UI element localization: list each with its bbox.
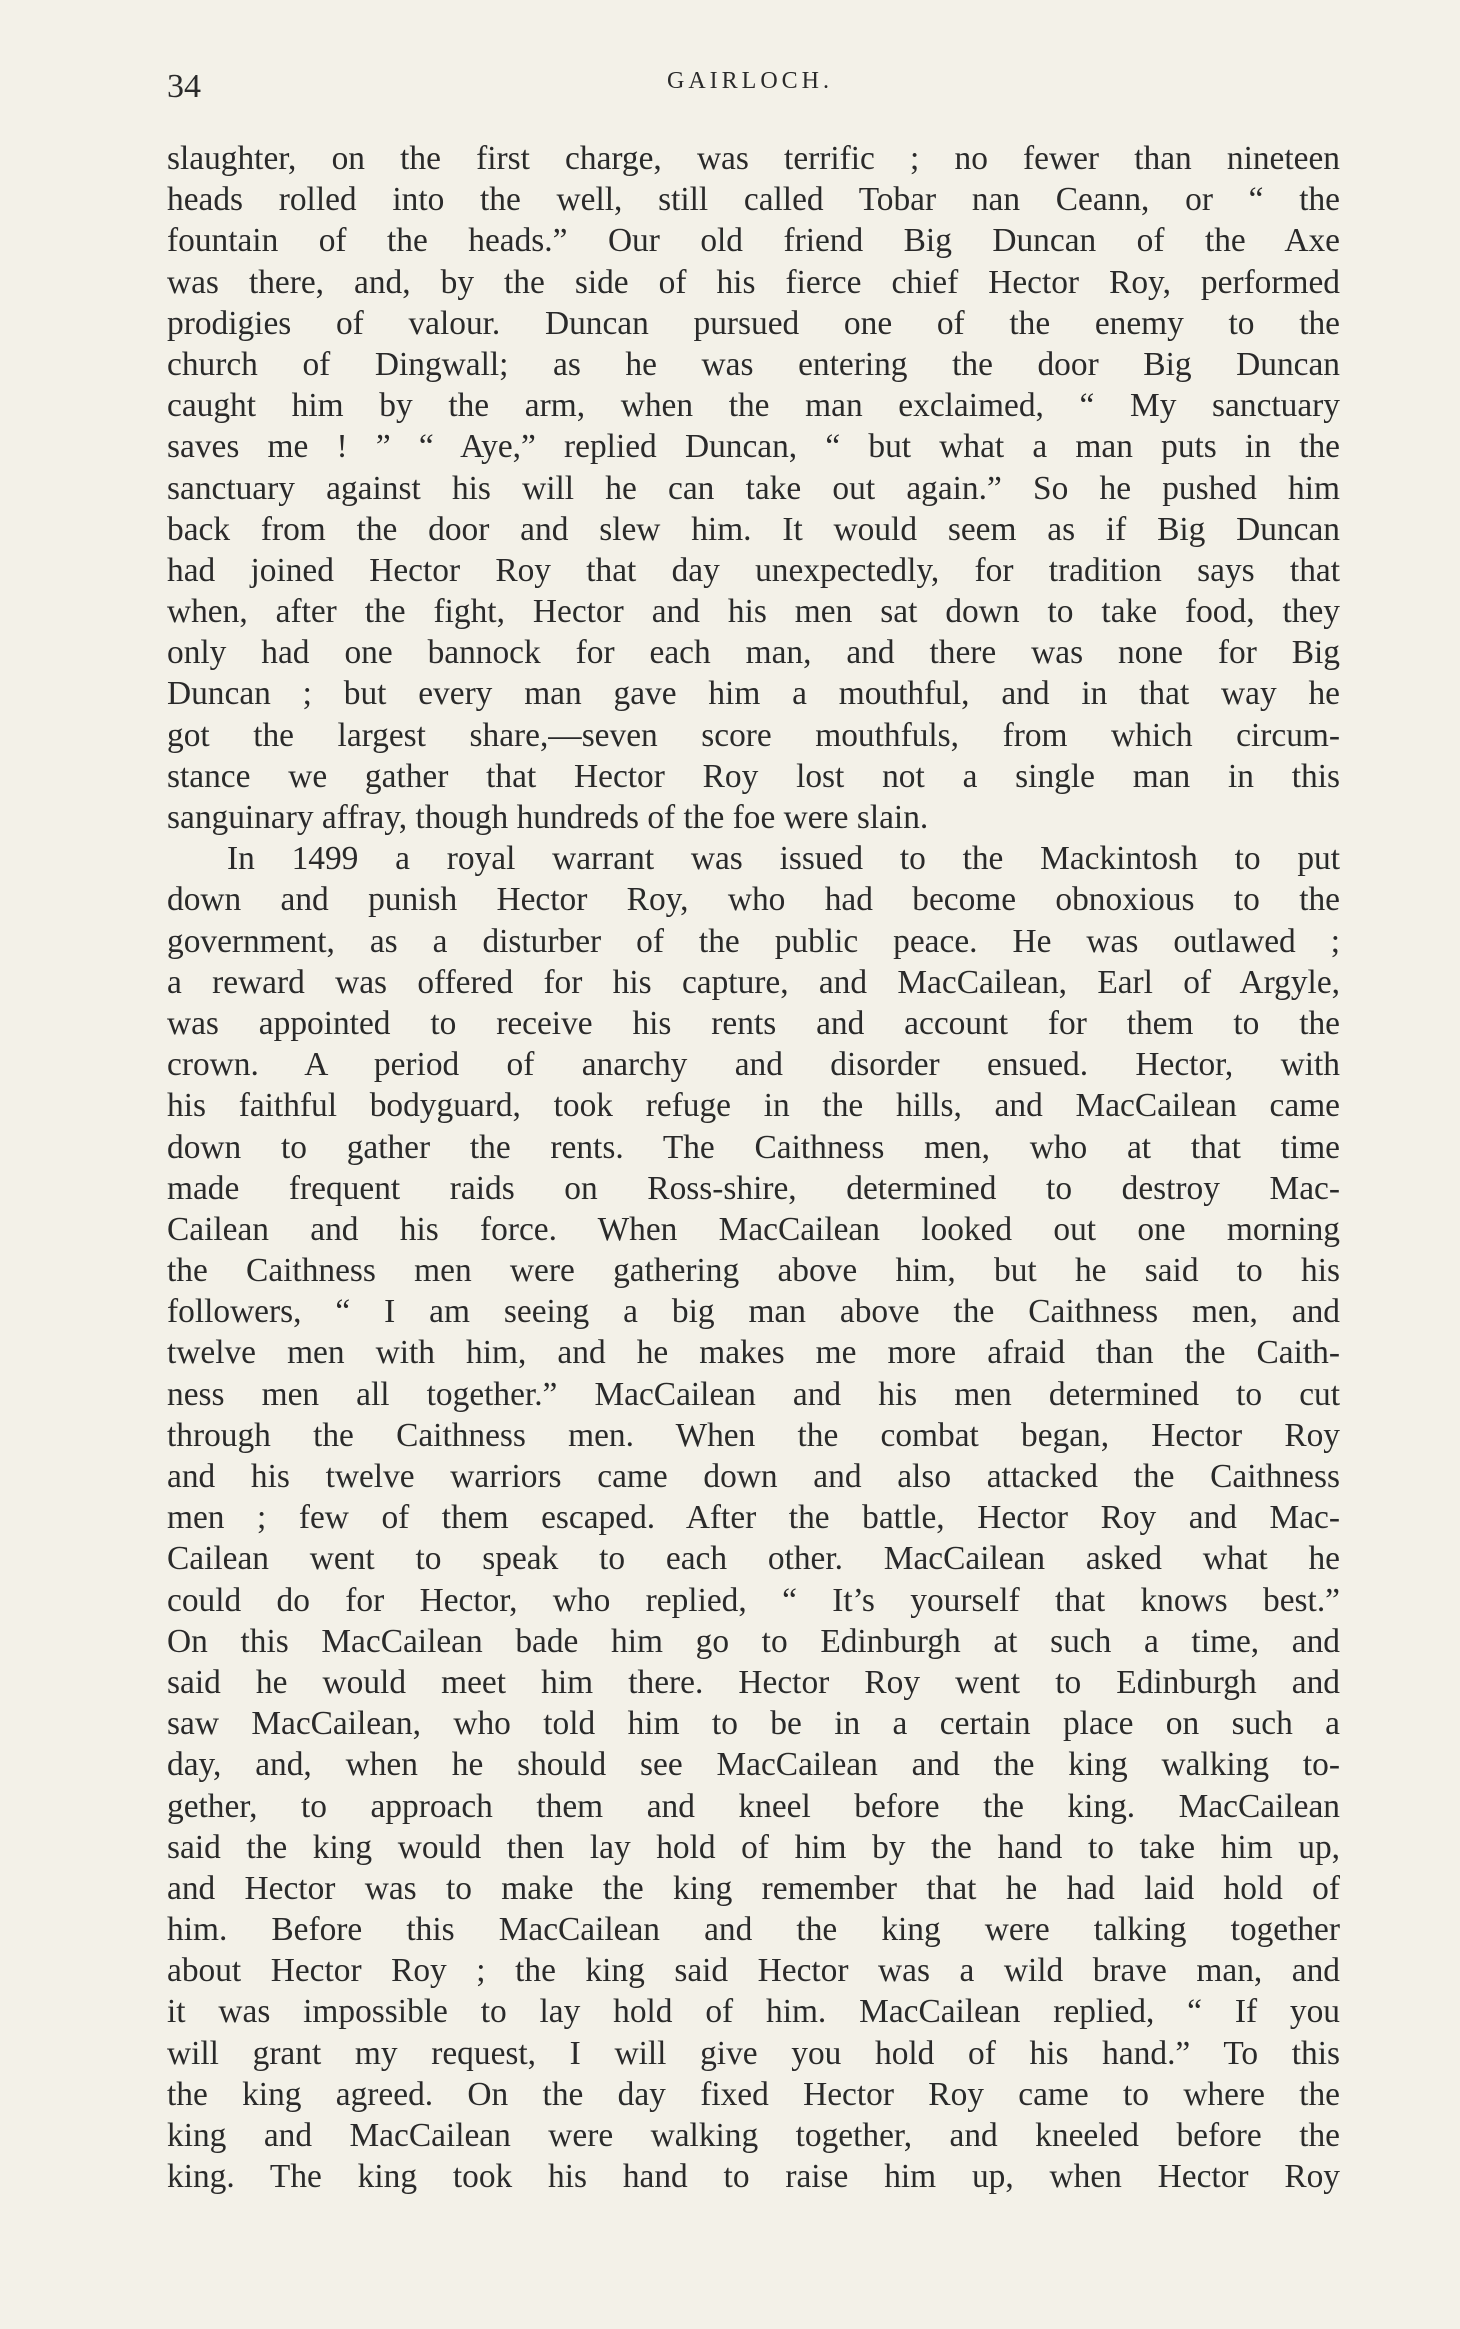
text-line: made frequent raids on Ross-shire, determined to destroy Mac- [167, 1169, 1340, 1207]
text-line: king. The king took his hand to raise him up, when Hector Roy [167, 2158, 1340, 2196]
text-line: said he would meet him there. Hector Roy went to Edinburgh and [167, 1663, 1340, 1701]
text-line: Cailean and his force. When MacCailean looked out one morning [167, 1210, 1340, 1248]
text-line: followers, “ I am seeing a big man above the Caithness men, and [167, 1293, 1340, 1331]
text-line: down and punish Hector Roy, who had become obnoxious to the [167, 881, 1340, 919]
text-line: On this MacCailean bade him go to Edinburgh at such a time, and [167, 1622, 1340, 1660]
text-line: when, after the fight, Hector and his men sat down to take food, they [167, 593, 1340, 631]
running-head [167, 62, 1340, 112]
text-line: church of Dingwall; as he was entering the door Big Duncan [167, 345, 1340, 383]
text-line: fountain of the heads.” Our old friend Big Duncan of the Axe [167, 222, 1340, 260]
text-line: caught him by the arm, when the man exclaimed, “ My sanctuary [167, 387, 1340, 425]
text-line: gether, to approach them and kneel before the king. MacCailean [167, 1787, 1340, 1825]
text-line: sanctuary against his will he can take out again.” So he pushed him [167, 469, 1340, 507]
text-line: his faithful bodyguard, took refuge in the hills, and MacCailean came [167, 1087, 1340, 1125]
text-line: heads rolled into the well, still called Tobar nan Ceann, or “ the [167, 181, 1340, 219]
text-line: day, and, when he should see MacCailean and the king walking to- [167, 1746, 1340, 1784]
text-line: him. Before this MacCailean and the king were talking together [167, 1911, 1340, 1949]
text-line: only had one bannock for each man, and there was none for Big [167, 634, 1340, 672]
text-line: prodigies of valour. Duncan pursued one of the enemy to the [167, 304, 1340, 342]
paragraph-last-line: sanguinary affray, though hundreds of the foe were slain. [167, 799, 929, 836]
text-line: had joined Hector Roy that day unexpectedly, for tradition says that [167, 551, 1340, 589]
text-line: ness men all together.” MacCailean and his men determined to cut [167, 1375, 1340, 1413]
text-line: was there, and, by the side of his fierce chief Hector Roy, performed [167, 263, 1340, 301]
text-line: king and MacCailean were walking together, and kneeled before the [167, 2117, 1340, 2154]
text-line: back from the door and slew him. It would seem as if Big Duncan [167, 510, 1340, 548]
running-title: GAIRLOCH. [667, 68, 833, 94]
text-line: government, as a disturber of the public peace. He was outlawed ; [167, 922, 1340, 960]
text-line: was appointed to receive his rents and account for them to the [167, 1004, 1340, 1042]
text-line: Duncan ; but every man gave him a mouthful, and in that way he [167, 675, 1340, 713]
text-line: about Hector Roy ; the king said Hector was a wild brave man, and [167, 1952, 1340, 1990]
text-line: Cailean went to speak to each other. MacCailean asked what he [167, 1540, 1340, 1578]
text-line: crown. A period of anarchy and disorder ensued. Hector, with [167, 1046, 1340, 1084]
text-line: twelve men with him, and he makes me more afraid than the Caith- [167, 1334, 1340, 1372]
body-text [167, 138, 1340, 2197]
page-number: 34 [167, 68, 201, 105]
text-line: and his twelve warriors came down and also attacked the Caithness [167, 1458, 1340, 1495]
text-line: got the largest share,—seven score mouthfuls, from which circum- [167, 716, 1340, 754]
text-line: the Caithness men were gathering above him, but he said to his [167, 1252, 1340, 1290]
paragraph-first-line: In 1499 a royal warrant was issued to the Mackintosh to put [227, 840, 1340, 878]
text-line: saw MacCailean, who told him to be in a certain place on such a [167, 1705, 1340, 1743]
text-line: a reward was offered for his capture, and MacCailean, Earl of Argyle, [167, 963, 1340, 1001]
text-line: stance we gather that Hector Roy lost not a single man in this [167, 757, 1340, 795]
text-line: down to gather the rents. The Caithness men, who at that time [167, 1128, 1340, 1166]
text-line: men ; few of them escaped. After the battle, Hector Roy and Mac- [167, 1499, 1340, 1537]
text-line: through the Caithness men. When the combat began, Hector Roy [167, 1416, 1340, 1454]
text-line: will grant my request, I will give you hold of his hand.” To this [167, 2034, 1340, 2072]
text-line: saves me ! ” “ Aye,” replied Duncan, “ but what a man puts in the [167, 428, 1340, 466]
text-line: said the king would then lay hold of him by the hand to take him up, [167, 1828, 1340, 1866]
text-line: the king agreed. On the day fixed Hector Roy came to where the [167, 2075, 1340, 2113]
text-line: could do for Hector, who replied, “ It’s yourself that knows best.” [167, 1581, 1340, 1619]
text-line: it was impossible to lay hold of him. MacCailean replied, “ If you [167, 1993, 1340, 2031]
text-line: and Hector was to make the king remember that he had laid hold of [167, 1869, 1340, 1907]
text-line: slaughter, on the first charge, was terrific ; no fewer than nineteen [167, 140, 1340, 177]
